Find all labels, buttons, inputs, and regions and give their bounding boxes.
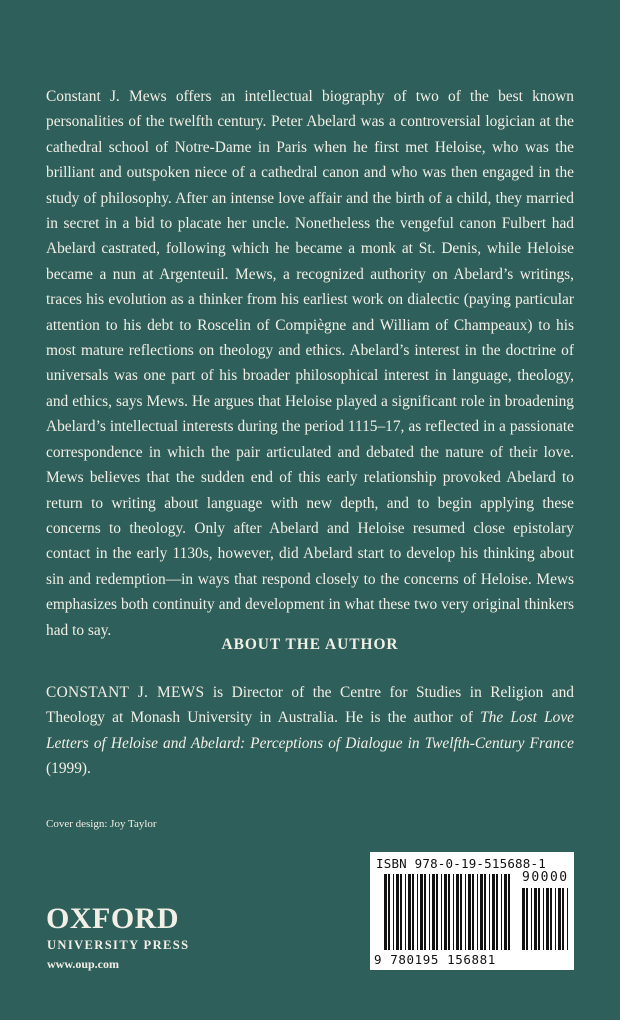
barcode-bar bbox=[436, 874, 438, 950]
author-name: CONSTANT J. MEWS bbox=[46, 684, 205, 701]
barcode-bar bbox=[472, 874, 474, 950]
price-addon-number: 90000 bbox=[522, 870, 569, 885]
barcode-bar bbox=[388, 874, 390, 950]
cover-design-credit: Cover design: Joy Taylor bbox=[46, 818, 157, 830]
about-author-heading: ABOUT THE AUTHOR bbox=[221, 636, 399, 653]
barcode-bar bbox=[489, 874, 490, 950]
barcode-bar bbox=[456, 874, 459, 950]
barcode-bar bbox=[400, 874, 402, 950]
barcode-bar bbox=[480, 874, 483, 950]
barcode-bar bbox=[460, 874, 462, 950]
barcode-bar bbox=[441, 874, 442, 950]
description-paragraph: Constant J. Mews offers an intellectual biography of two of the best known personalities of the twelfth century. Peter Abelard was a controversial logician at the cathedral school of Notre-Dame in Paris when he first met Heloise, who was the brilliant and outspoken niece of a cathedral canon and who was then engaged in the study of philosophy. After an intense love affair and the birth of a child, they married in secret in a bid to placate her uncle. Nonetheless the vengeful canon Fulbert had Abelard castrated, following which he became a monk at St. Denis, while Heloise became a nun at Argenteuil. Mews, a recognized authority on Abelard’s writings, traces his evolution as a thinker from his earliest work on dialectic (paying particular attention to his debt to Roscelin of Compiègne and William of Champeaux) to his most mature reflections on theology and ethics. Abelard’s interest in the doctrine of universals was one part of his broader philosophical interest in language, theology, and ethics, says Mews. He argues that Heloise played a significant role in broadening Abelard’s intellectual interests during the period 1115–17, as reflected in a passionate correspondence in which the pair articulated and debated the nature of their love. Mews believes that the sudden end of this early relationship provoked Abelard to return to writing about language with new depth, and to begin applying these concerns to theology. Only after Abelard and Heloise resumed close epistolary contact in the early 1130s, however, did Abelard start to develop his thinking about sin and redemption—in ways that respond closely to the concerns of Heloise. Mews emphasizes both continuity and development in what these two very original thinkers had to say. bbox=[46, 88, 574, 639]
oxford-logo: OXFORD bbox=[46, 902, 179, 935]
ean-barcode-bars bbox=[384, 874, 510, 950]
barcode-bar bbox=[550, 888, 552, 950]
author-bio bbox=[46, 680, 574, 782]
barcode-bar bbox=[417, 874, 418, 950]
barcode-bar bbox=[412, 874, 414, 950]
barcode-bar bbox=[453, 874, 454, 950]
barcode-bar bbox=[396, 874, 399, 950]
barcode-bar bbox=[543, 888, 544, 950]
barcode-bar bbox=[477, 874, 478, 950]
author-book-title: The Lost Love Letters of Heloise and Abelard: Perceptions of Dialogue in Twelfth-Century France bbox=[46, 709, 574, 752]
barcode-bar bbox=[538, 888, 540, 950]
barcode-bar bbox=[531, 888, 532, 950]
barcode-bar bbox=[492, 874, 495, 950]
barcode-bar bbox=[504, 874, 507, 950]
isbn-number: ISBN 978-0-19-515688-1 bbox=[376, 856, 546, 871]
publisher-url[interactable]: www.oup.com bbox=[47, 957, 120, 971]
barcode-bar bbox=[484, 874, 486, 950]
barcode-bar bbox=[546, 888, 549, 950]
barcode-bar bbox=[393, 874, 394, 950]
barcode-bar bbox=[522, 888, 525, 950]
barcode-bar bbox=[465, 874, 466, 950]
barcode-bar bbox=[429, 874, 430, 950]
barcode-bar bbox=[567, 888, 568, 950]
barcode-bar bbox=[444, 874, 447, 950]
barcode-bar bbox=[496, 874, 498, 950]
barcode-bar bbox=[562, 888, 564, 950]
barcode-bar bbox=[448, 874, 450, 950]
barcode-bar bbox=[432, 874, 435, 950]
author-bio-text-2: (1999). bbox=[46, 760, 91, 778]
barcode-bar bbox=[468, 874, 471, 950]
barcode-bar bbox=[405, 874, 406, 950]
barcode-bar bbox=[420, 874, 423, 950]
barcode-bar bbox=[534, 888, 537, 950]
barcode-panel bbox=[370, 852, 574, 970]
publisher-name: UNIVERSITY PRESS bbox=[47, 938, 190, 952]
barcode-bar bbox=[558, 888, 561, 950]
barcode-bar bbox=[384, 874, 387, 950]
barcode-bar bbox=[508, 874, 510, 950]
barcode-bar bbox=[501, 874, 502, 950]
barcode-bar bbox=[424, 874, 426, 950]
barcode-bar bbox=[555, 888, 556, 950]
author-bio-text-1: is Director of the Centre for Studies in Religion and Theology at Monash University in Australia. He is the author of bbox=[46, 684, 574, 727]
barcode-bar bbox=[526, 888, 528, 950]
ean-number: 9 780195 156881 bbox=[374, 952, 496, 967]
addon-barcode-bars bbox=[522, 888, 568, 950]
barcode-bar bbox=[408, 874, 411, 950]
